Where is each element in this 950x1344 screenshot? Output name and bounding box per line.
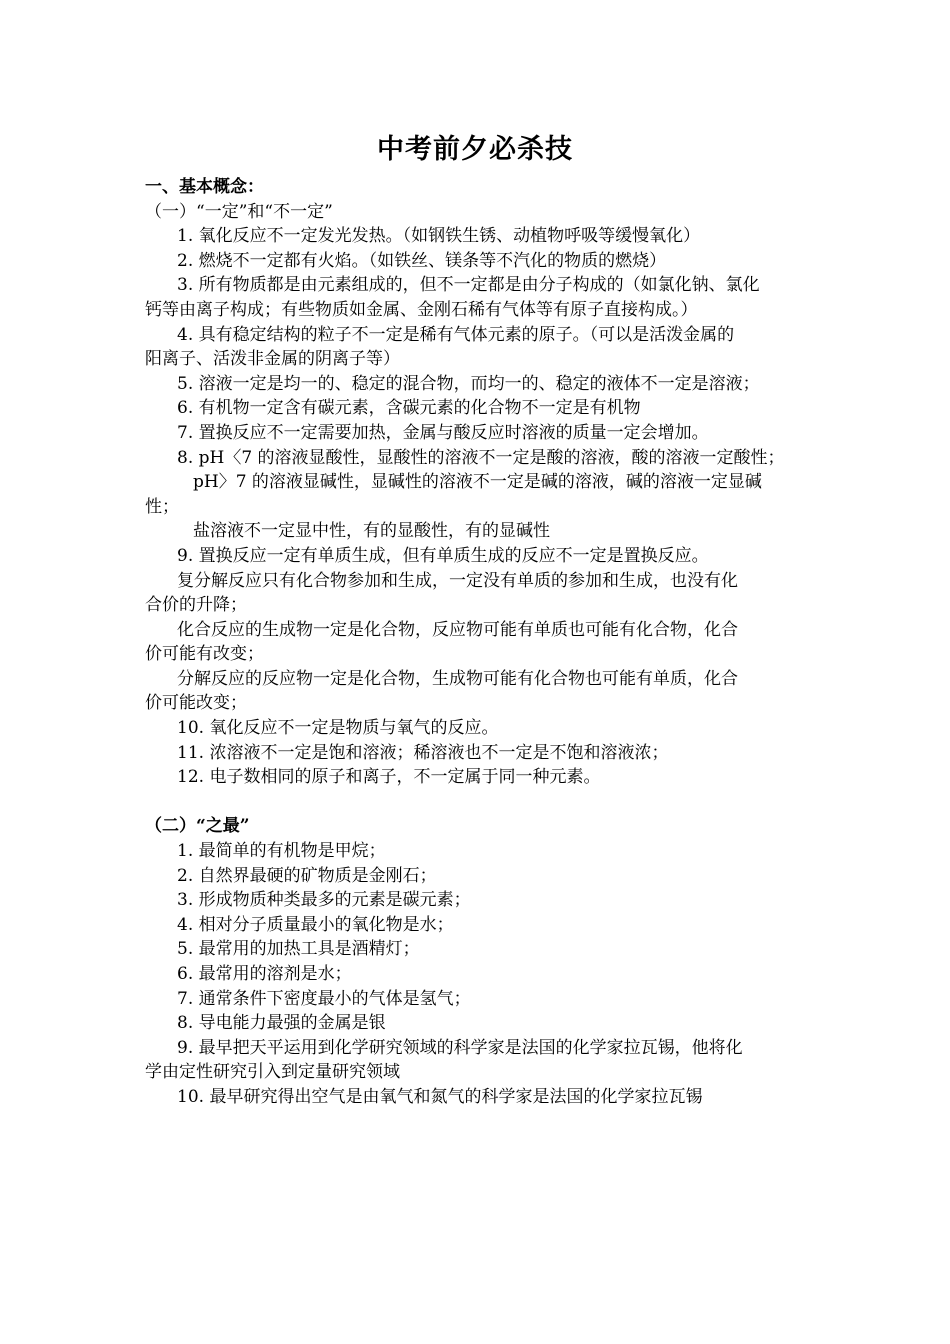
list-item: 11. 浓溶液不一定是饱和溶液；稀溶液也不一定是不饱和溶液浓； xyxy=(177,742,669,763)
list-item: 10. 氧化反应不一定是物质与氧气的反应。 xyxy=(177,718,499,739)
list-item: 8. pH〈7 的溶液显酸性，显酸性的溶液不一定是酸的溶液，酸的溶液一定酸性； xyxy=(177,447,785,468)
list-item: 2. 燃烧不一定都有火焰。（如铁丝、镁条等不汽化的物质的燃烧） xyxy=(177,250,667,271)
list-item: 5. 最常用的加热工具是酒精灯； xyxy=(177,939,420,960)
blank-line xyxy=(145,790,815,815)
list-item-continuation: 价可能改变； xyxy=(145,693,247,714)
subsection-heading: （一）“一定”和“不一定” xyxy=(145,201,333,222)
section-heading: 一、基本概念： xyxy=(145,177,264,197)
list-item: 3. 所有物质都是由元素组成的，但不一定都是由分子构成的（如氯化钠、氯化 xyxy=(177,275,760,296)
list-item: 2. 自然界最硬的矿物质是金刚石； xyxy=(177,865,437,886)
list-item: 9. 置换反应一定有单质生成，但有单质生成的反应不一定是置换反应。 xyxy=(177,545,709,566)
list-item-continuation: 学由定性研究引入到定量研究领域 xyxy=(145,1062,400,1083)
page-title: 中考前夕必杀技 xyxy=(377,134,573,165)
list-item: 3. 形成物质种类最多的元素是碳元素； xyxy=(177,890,471,911)
list-item-continuation: 分解反应的反应物一定是化合物，生成物可能有化合物也可能有单质，化合 xyxy=(177,668,738,689)
subsection-heading: （二）“之最” xyxy=(145,816,250,837)
list-item-continuation: 复分解反应只有化合物参加和生成，一定没有单质的参加和生成，也没有化 xyxy=(177,570,738,591)
list-item: 6. 最常用的溶剂是水； xyxy=(177,964,352,984)
list-item: 7. 置换反应不一定需要加热，金属与酸反应时溶液的质量一定会增加。 xyxy=(177,422,709,443)
list-item-continuation: 性； xyxy=(145,496,179,517)
list-item: 8. 导电能力最强的金属是银 xyxy=(177,1013,386,1034)
list-item-continuation: 钙等由离子构成；有些物质如金属、金刚石稀有气体等有原子直接构成。） xyxy=(145,299,698,320)
list-item: 7. 通常条件下密度最小的气体是氢气； xyxy=(177,988,471,1009)
list-item: 4. 具有稳定结构的粒子不一定是稀有气体元素的原子。（可以是活泼金属的 xyxy=(177,324,735,345)
list-item: 1. 氧化反应不一定发光发热。（如钢铁生锈、动植物呼吸等缓慢氧化） xyxy=(177,226,701,247)
list-item-continuation: 价可能有改变； xyxy=(145,644,264,665)
list-item: 10. 最早研究得出空气是由氧气和氮气的科学家是法国的化学家拉瓦锡 xyxy=(177,1086,703,1107)
document-body xyxy=(145,175,815,1110)
list-item: 9. 最早把天平运用到化学研究领域的科学家是法国的化学家拉瓦锡，他将化 xyxy=(177,1037,743,1058)
list-item: 6. 有机物一定含有碳元素，含碳元素的化合物不一定是有机物 xyxy=(177,398,641,419)
list-item-continuation: 化合反应的生成物一定是化合物，反应物可能有单质也可能有化合物，化合 xyxy=(177,619,738,640)
list-item-continuation: 阳离子、活泼非金属的阴离子等） xyxy=(145,349,400,370)
list-item-continuation: 盐溶液不一定显中性，有的显酸性，有的显碱性 xyxy=(193,521,550,542)
list-item-continuation: 合价的升降； xyxy=(145,595,247,616)
list-item: 4. 相对分子质量最小的氧化物是水； xyxy=(177,914,454,935)
list-item: 12. 电子数相同的原子和离子，不一定属于同一种元素。 xyxy=(177,767,601,788)
list-item-continuation: pH〉7 的溶液显碱性，显碱性的溶液不一定是碱的溶液，碱的溶液一定显碱 xyxy=(193,472,762,493)
list-item: 5. 溶液一定是均一的、稳定的混合物，而均一的、稳定的液体不一定是溶液； xyxy=(177,373,760,394)
list-item: 1. 最简单的有机物是甲烷； xyxy=(177,841,386,862)
